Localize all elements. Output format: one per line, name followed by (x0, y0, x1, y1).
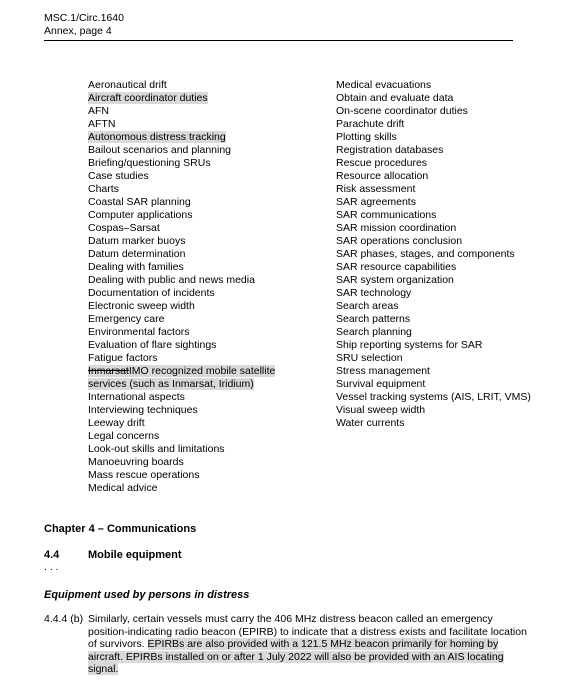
list-item-text: Ship reporting systems for SAR (336, 339, 483, 351)
page-label: Annex, page 4 (44, 25, 112, 37)
list-item (88, 183, 288, 196)
list-item-text: Documentation of incidents (88, 287, 215, 299)
list-item (88, 404, 288, 417)
list-item-text: On-scene coordinator duties (336, 105, 468, 117)
list-item-text: Manoeuvring boards (88, 456, 184, 468)
chapter-title: Chapter 4 – Communications (44, 523, 197, 535)
list-item (88, 261, 288, 274)
list-item-text: SAR system organization (336, 274, 454, 286)
list-item (336, 79, 531, 92)
list-item (336, 352, 531, 365)
list-item (336, 313, 531, 326)
list-item-text: Survival equipment (336, 378, 426, 390)
list-item-text: International aspects (88, 391, 185, 403)
list-item-text: Fatigue factors (88, 352, 158, 364)
list-item-text: Parachute drift (336, 118, 405, 130)
list-item (88, 144, 288, 157)
list-item-text: Dealing with public and news media (88, 274, 255, 286)
list-item-text: SAR communications (336, 209, 437, 221)
list-item (88, 287, 288, 300)
list-item (336, 131, 531, 144)
paragraph-highlighted-text: EPIRBs are also provided with a 121.5 MHz beacon primarily for homing by aircraft. EPIRBs installed on or after 1 July 2022 will also be provided with an AIS locating signal. (88, 638, 504, 675)
list-item (336, 365, 531, 378)
list-item-text: Cospas–Sarsat (88, 222, 160, 234)
list-item-text: Aircraft coordinator duties (88, 92, 208, 104)
list-item-text: Water currents (336, 417, 405, 429)
list-item (88, 131, 288, 144)
list-item (336, 417, 531, 430)
list-item (88, 391, 288, 404)
paragraph-number: 4.4.4 (b) (44, 613, 84, 625)
list-item-text: Autonomous distress tracking (88, 131, 226, 143)
right-topic-list (336, 79, 531, 430)
list-item (336, 326, 531, 339)
list-item-text: Look-out skills and limitations (88, 443, 225, 455)
struck-text: Inmarsat (88, 365, 129, 377)
list-item (88, 235, 288, 248)
section-number: 4.4 (44, 549, 60, 561)
list-item (336, 196, 531, 209)
list-item-text: Emergency care (88, 313, 165, 325)
list-item (336, 248, 531, 261)
list-item-text: Interviewing techniques (88, 404, 198, 416)
list-item (88, 170, 288, 183)
list-item (88, 209, 288, 222)
list-item (336, 404, 531, 417)
list-item-text: Rescue procedures (336, 157, 428, 169)
list-item-text: Vessel tracking systems (AIS, LRIT, VMS) (336, 391, 531, 403)
list-item-text: Mass rescue operations (88, 469, 200, 481)
list-item-text: Charts (88, 183, 119, 195)
list-item-text: Dealing with families (88, 261, 184, 273)
list-item-text: SAR technology (336, 287, 412, 299)
list-item-text: Leeway drift (88, 417, 145, 429)
list-item-text: Coastal SAR planning (88, 196, 191, 208)
header-rule (44, 40, 513, 41)
list-item (336, 339, 531, 352)
list-item-text: Datum determination (88, 248, 186, 260)
list-item-text: SAR agreements (336, 196, 416, 208)
list-item (88, 92, 288, 105)
list-item-text: SAR operations conclusion (336, 235, 463, 247)
list-item (88, 339, 288, 352)
list-item-text: Medical advice (88, 482, 158, 494)
list-item (336, 105, 531, 118)
list-item-text: Briefing/questioning SRUs (88, 157, 211, 169)
list-item (336, 391, 531, 404)
list-item (88, 274, 288, 287)
list-item-text: Risk assessment (336, 183, 416, 195)
list-item-text: Bailout scenarios and planning (88, 144, 232, 156)
subheading: Equipment used by persons in distress (44, 589, 250, 601)
paragraph-plain-text: Similarly, certain vessels must carry the 406 MHz distress beacon called an emergency position-indicating radio beacon (EPIRB) to indicate that a distress exists and facilitate location of survivors. (88, 613, 527, 650)
list-item (88, 313, 288, 326)
list-item-text: Search areas (336, 300, 399, 312)
list-item (88, 79, 288, 92)
list-item-text: Registration databases (336, 144, 444, 156)
list-item (88, 105, 288, 118)
list-item-text: Evaluation of flare sightings (88, 339, 217, 351)
list-item (88, 300, 288, 313)
list-item (336, 222, 531, 235)
list-item (88, 443, 288, 456)
list-item (88, 248, 288, 261)
list-item-text: Stress management (336, 365, 430, 377)
list-item (88, 456, 288, 469)
list-item-text: Legal concerns (88, 430, 160, 442)
list-item (88, 430, 288, 443)
list-item (88, 482, 288, 495)
list-item-text: Electronic sweep width (88, 300, 195, 312)
list-item-text: SAR mission coordination (336, 222, 457, 234)
list-item-text: Datum marker buoys (88, 235, 186, 247)
section-title: Mobile equipment (88, 549, 182, 561)
list-item (336, 118, 531, 131)
list-item (336, 170, 531, 183)
list-item (88, 326, 288, 339)
list-item (336, 274, 531, 287)
list-item-text: Plotting skills (336, 131, 397, 143)
list-item (336, 235, 531, 248)
list-item (336, 300, 531, 313)
list-item (336, 183, 531, 196)
list-item-text: Obtain and evaluate data (336, 92, 454, 104)
list-item-text: SRU selection (336, 352, 403, 364)
list-item (336, 287, 531, 300)
list-item (336, 378, 531, 391)
list-item-text: AFTN (88, 118, 116, 130)
list-item-text: Computer applications (88, 209, 193, 221)
list-item (88, 196, 288, 209)
page-header (44, 12, 513, 38)
left-topic-list (88, 79, 288, 495)
list-item (336, 92, 531, 105)
list-item-text: Visual sweep width (336, 404, 426, 416)
list-item (88, 157, 288, 170)
paragraph-text (88, 613, 528, 676)
list-item-text: Environmental factors (88, 326, 190, 338)
list-item (336, 209, 531, 222)
list-item (88, 352, 288, 365)
list-item-text: SAR resource capabilities (336, 261, 457, 273)
list-item (336, 261, 531, 274)
section-ellipsis: . . . (44, 561, 59, 573)
list-item-text: SAR phases, stages, and components (336, 248, 515, 260)
list-item-text: AFN (88, 105, 109, 117)
list-item-text: Case studies (88, 170, 149, 182)
list-item (88, 469, 288, 482)
document-reference: MSC.1/Circ.1640 (44, 12, 124, 24)
list-item-text: Resource allocation (336, 170, 429, 182)
list-item (88, 222, 288, 235)
list-item (88, 365, 288, 391)
list-item-text: Medical evacuations (336, 79, 432, 91)
list-item (336, 144, 531, 157)
list-item (88, 417, 288, 430)
list-item (88, 118, 288, 131)
list-item (336, 157, 531, 170)
list-item-text: Search patterns (336, 313, 411, 325)
list-item-text: IMO recognized mobile satellite services (such as Inmarsat, Iridium) (88, 365, 276, 390)
list-item-text: Aeronautical drift (88, 79, 167, 91)
list-item-text: Search planning (336, 326, 412, 338)
